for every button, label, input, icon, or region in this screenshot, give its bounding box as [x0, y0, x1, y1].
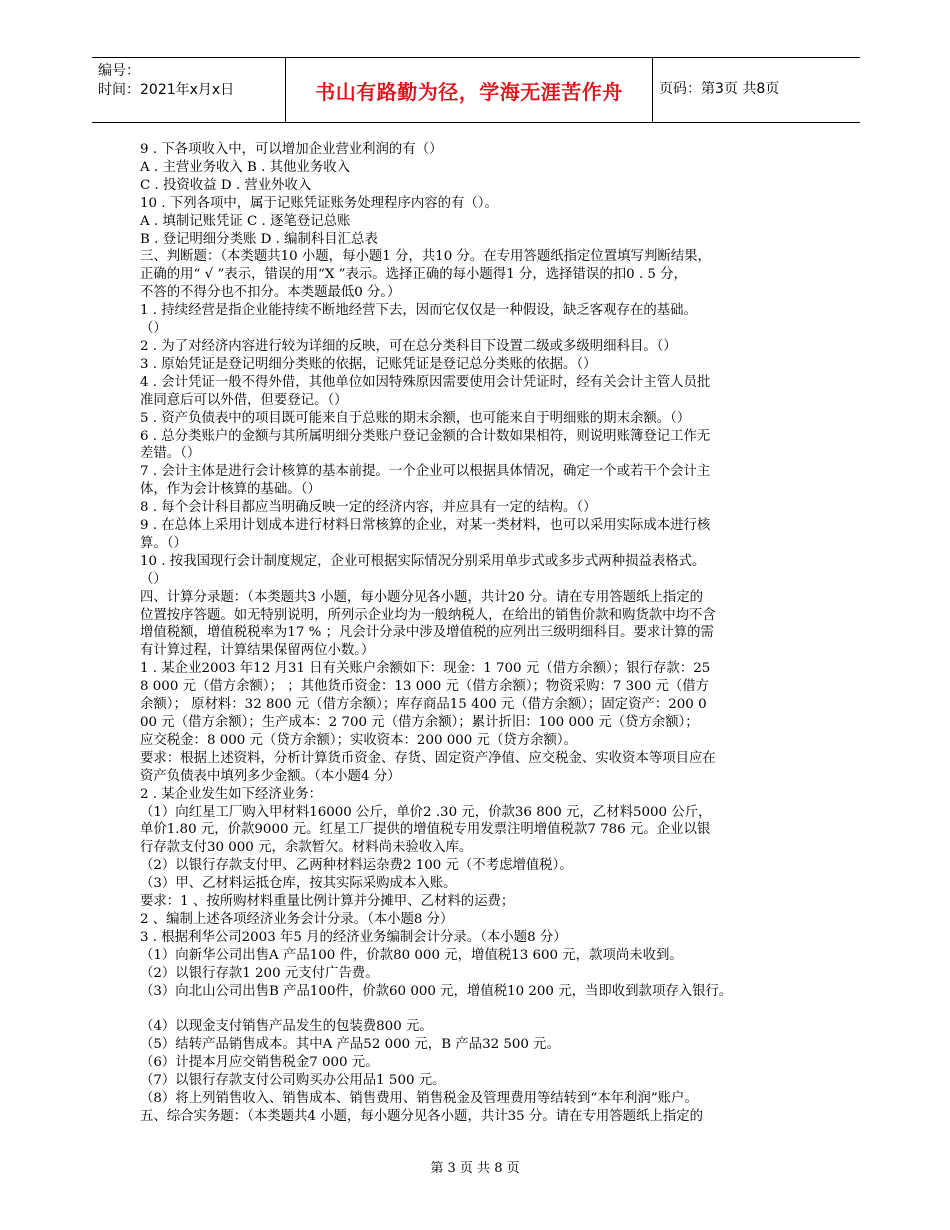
page-footer: 第 3 页 共 8 页: [430, 1161, 520, 1176]
text-line: 10 . 下列各项中，属于记账凭证账务处理程序内容的有（）。: [140, 195, 498, 211]
text-line: 单价1.80 元，价款9000 元。红星工厂提供的增值税专用发票注明增值税款7 786 元。企业以银: [140, 822, 711, 838]
text-line: 四、计算分录题：（本类题共3 小题，每小题分见各小题，共计20 分。请在专用答题纸上指定的: [140, 589, 703, 605]
text-line: 2 . 为了对经济内容进行较为详细的反映，可在总分类科目下设置二级或多级明细科目。（）: [140, 338, 677, 354]
text-line: （4）以现金支付销售产品发生的包装费800 元。: [140, 1019, 433, 1035]
text-line: （3）甲、乙材料运抵仓库，按其实际采购成本入账。: [140, 876, 457, 892]
text-line: C . 投资收益 D . 营业外收入: [140, 177, 312, 193]
text-line: 体，作为会计核算的基础。（）: [140, 482, 321, 498]
text-line: 10 . 按我国现行会计制度规定，企业可根据实际情况分别采用单步式或多步式两种损益表格式。: [140, 553, 706, 569]
document-number-label: 编号：: [98, 63, 140, 79]
text-line: A . 填制记账凭证 C . 逐笔登记总账: [140, 213, 351, 229]
header-page-info: 页码：第3页 共8页: [659, 81, 780, 97]
text-line: （2）以银行存款支付甲、乙两种材料运杂费2 100 元（不考虑增值税）。: [140, 858, 573, 874]
text-line: （1）向红星工厂购入甲材料16000 公斤，单价2 .30 元，价款36 800 元，乙材料5000 公斤，: [140, 804, 712, 820]
text-line: （）: [140, 321, 167, 337]
text-line: 00 元（借方余额）；生产成本：2 700 元（借方余额）；累计折旧：100 000 元（贷方余额）；: [140, 715, 699, 730]
text-line: 2 . 某企业发生如下经济业务：: [140, 786, 322, 802]
text-line: 准同意后可以外借，但要登记。（）: [140, 392, 348, 408]
text-line: 余额）； 原材料：32 800 元（借方余额）；库存商品15 400 元（借方余额）；固定资产：200 0: [140, 697, 707, 713]
header-motto: 书山有路勤为径，学海无涯苦作舟: [315, 79, 623, 104]
text-line: 增值税额，增值税税率为17 % ；凡会计分录中涉及增值税的应列出三级明细科目。要求计算的需: [140, 625, 714, 641]
text-line: A . 主营业务收入 B . 其他业务收入: [140, 159, 350, 175]
text-line: 4 . 会计凭证一般不得外借，其他单位如因特殊原因需要使用会计凭证时，经有关会计主管人员批: [140, 374, 711, 390]
text-line: 9 . 下各项收入中，可以增加企业营业利润的有（）: [140, 142, 443, 157]
document-time-label: 时间：2021年x月x日: [98, 82, 235, 98]
text-line: 7 . 会计主体是进行会计核算的基本前提。一个企业可以根据具体情况，确定一个或若干个会计主: [140, 464, 711, 480]
text-line: （1）向新华公司出售A 产品100 件，价款80 000 元，增值税13 600 元，款项尚未收到。: [140, 947, 683, 963]
header-motto-cell: [285, 58, 653, 122]
page-header: [92, 57, 860, 123]
text-line: 五、综合实务题：（本类题共4 小题，每小题分见各小题，共计35 分。请在专用答题纸上指定的: [140, 1108, 703, 1124]
text-line: 3 . 原始凭证是登记明细分类账的依据，记账凭证是登记总分类账的依据。（）: [140, 356, 597, 372]
text-line: 1 . 持续经营是指企业能持续不断地经营下去，因而它仅仅是一种假设，缺乏客观存在的基础。: [140, 303, 697, 319]
text-line: 三、判断题：（本类题共10 小题，每小题1 分，共10 分。在专用答题纸指定位置填写判断结果，: [140, 249, 711, 265]
text-line: 资产负债表中填列多少金额。（本小题4 分）: [140, 768, 401, 784]
text-line: 9 . 在总体上采用计划成本进行材料日常核算的企业，对某一类材料，也可以采用实际成本进行核: [140, 518, 711, 534]
text-line: 不答的不得分也不扣分。本类题最低0 分。）: [140, 285, 401, 301]
text-line: 正确的用“ √ ”表示，错误的用“X ”表示。选择正确的每小题得1 分，选择错误的扣0 . 5 分，: [140, 267, 687, 283]
text-line: （3）向北山公司出售B 产品100件，价款60 000 元，增值税10 200 元，当即收到款项存入银行。: [140, 983, 733, 999]
text-line: （2）以银行存款1 200 元支付广告费。: [140, 965, 379, 981]
text-line: 算。（）: [140, 535, 187, 551]
text-line: B . 登记明细分类账 D . 编制科目汇总表: [140, 231, 378, 247]
text-line: 8 000 元（借方余额）； ；其他货币资金：13 000 元（借方余额）；物资采购：7 300 元（借方: [140, 679, 710, 695]
text-line: （8）将上列销售收入、销售成本、销售费用、销售税金及管理费用等结转到“本年利润”账户。: [140, 1091, 698, 1107]
text-line: 5 . 资产负债表中的项目既可能来自于总账的期末余额，也可能来自于明细账的期末余额。（）: [140, 410, 691, 426]
text-line: （6）计提本月应交销售税金7 000 元。: [140, 1055, 379, 1071]
text-line: 差错。（）: [140, 446, 201, 462]
text-line: 8 . 每个会计科目都应当明确反映一定的经济内容，并应具有一定的结构。（）: [140, 500, 597, 516]
text-line: 要求：1 、按所购材料重量比例计算并分摊甲、乙材料的运费；: [140, 894, 515, 910]
text-line: 要求：根据上述资料，分析计算货币资金、存货、固定资产净值、应交税金、实收资本等项目应在: [140, 750, 716, 766]
text-line: （5）结转产品销售成本。其中A 产品52 000 元，B 产品32 500 元。: [140, 1037, 560, 1053]
text-line: 2 、编制上述各项经济业务会计分录。（本小题8 分）: [140, 911, 454, 927]
text-line: 位置按序答题。如无特别说明，所列示企业均为一般纳税人，在给出的销售价款和购货款中均不含: [140, 607, 716, 623]
text-line: （）: [140, 571, 167, 587]
text-line: 应交税金：8 000 元（贷方余额）；实收资本：200 000 元（贷方余额）。: [140, 732, 577, 748]
text-line: 3 . 根据利华公司2003 年5 月的经济业务编制会计分录。（本小题8 分）: [140, 929, 567, 945]
text-line: 有计算过程，计算结果保留两位小数。）: [140, 643, 375, 659]
text-line: 6 . 总分类账户的金额与其所属明细分类账户登记金额的合计数如果相符，则说明账簿登记工作无: [140, 428, 711, 444]
document-body: [140, 141, 820, 1126]
header-left: [98, 62, 234, 100]
text-line: 行存款支付30 000 元，余款暂欠。材料尚未验收入库。: [140, 840, 473, 856]
text-line: [140, 1001, 820, 1019]
text-line: （7）以银行存款支付公司购买办公用品1 500 元。: [140, 1073, 446, 1089]
text-line: 1 . 某企业2003 年12 月31 日有关账户余额如下：现金：1 700 元（借方余额）；银行存款：25: [140, 661, 711, 677]
